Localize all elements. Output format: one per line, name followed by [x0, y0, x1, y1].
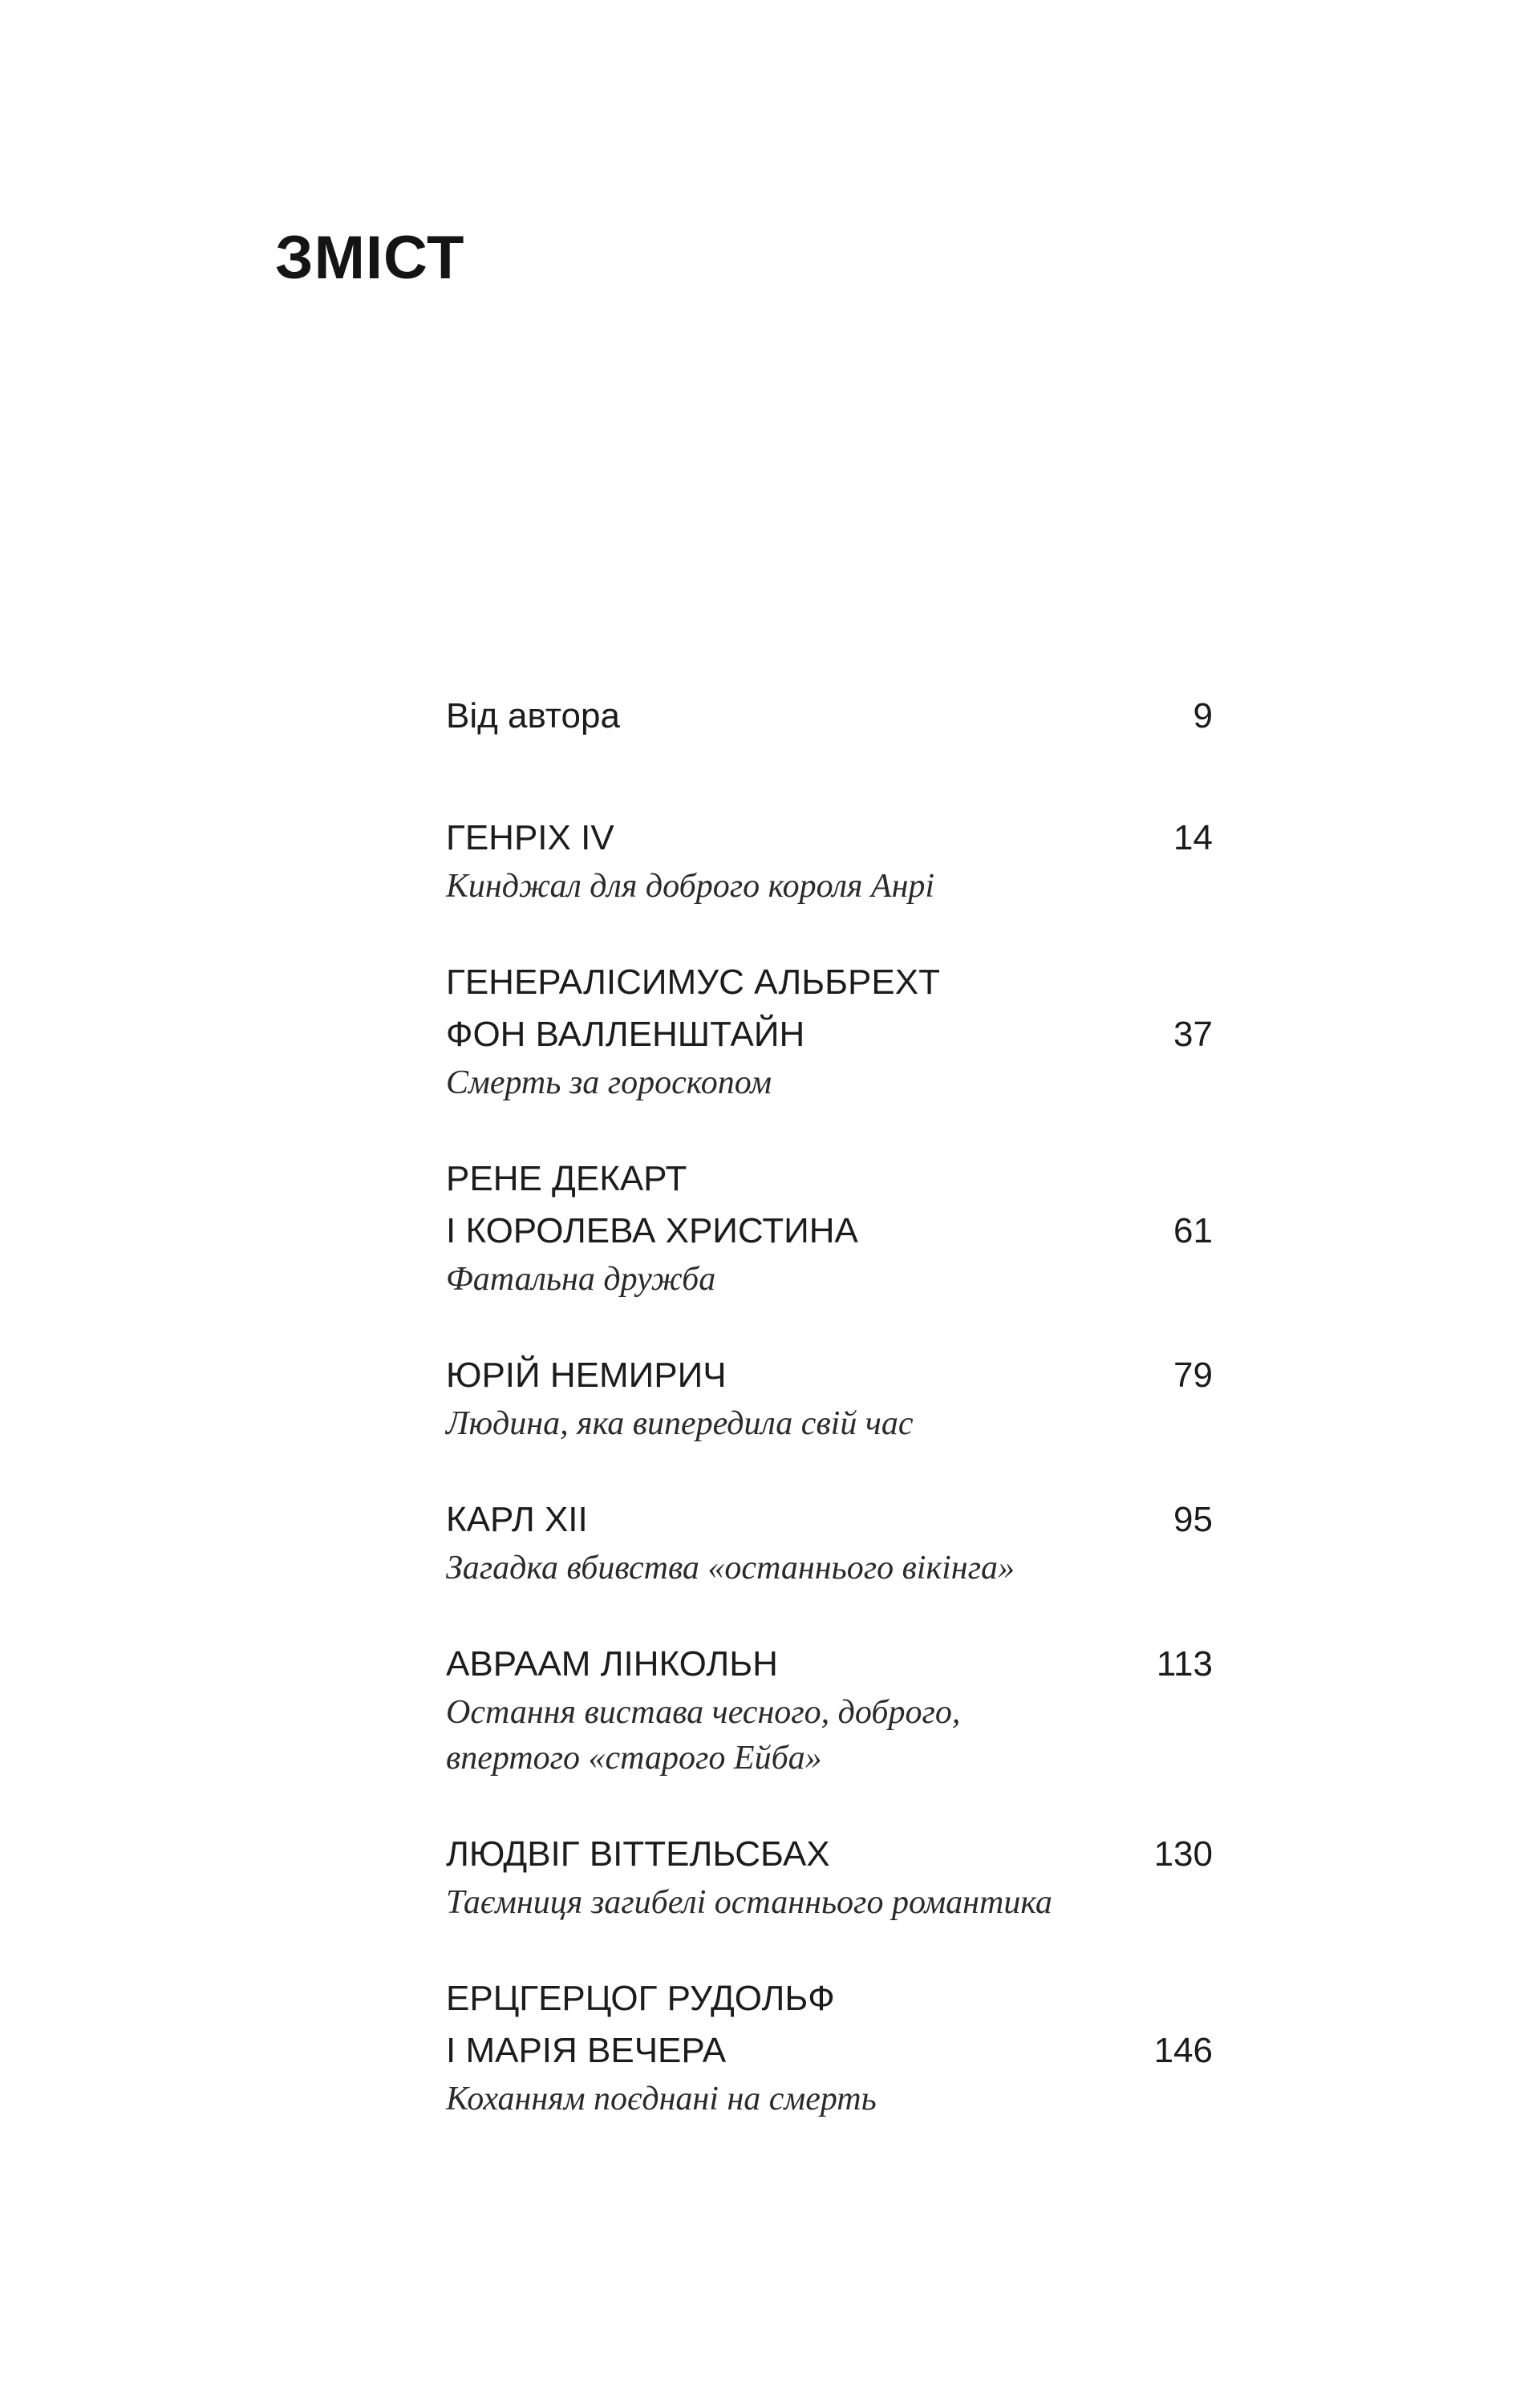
toc-entry-title: ЮРІЙ НЕМИРИЧ	[446, 1356, 727, 1395]
toc-entry-title: ФОН ВАЛЛЕНШТАЙН	[446, 1015, 805, 1054]
toc-entry-title: КАРЛ XII	[446, 1500, 588, 1539]
toc-page-number: 130	[1153, 1834, 1213, 1874]
table-of-contents	[446, 690, 1213, 2122]
toc-entry	[446, 956, 1213, 1106]
toc-entry-subtitle: Таємниця загибелі останнього романтика	[446, 1884, 1052, 1921]
toc-entry-subtitle: Загадка вбивства «останнього вікінга»	[446, 1550, 1015, 1587]
toc-entry-title: ЛЮДВІГ ВІТТЕЛЬСБАХ	[446, 1834, 830, 1874]
toc-entry-title: ГЕНРІХ IV	[446, 818, 614, 857]
toc-page-number: 79	[1173, 1356, 1213, 1395]
toc-page-number: 9	[1193, 696, 1213, 736]
toc-entry	[446, 1493, 1213, 1591]
toc-page-number: 113	[1156, 1644, 1213, 1684]
toc-page-number: 61	[1173, 1211, 1213, 1250]
toc-entry-subtitle: Людина, яка випередила свій час	[446, 1405, 914, 1442]
toc-entry	[446, 1638, 1213, 1781]
toc-entry-title: ГЕНЕРАЛІСИМУС АЛЬБРЕХТ	[446, 962, 940, 1002]
toc-entry-title: ЕРЦГЕРЦОГ РУДОЛЬФ	[446, 1979, 835, 2018]
toc-entry	[446, 1349, 1213, 1447]
toc-entry-title: РЕНЕ ДЕКАРТ	[446, 1159, 687, 1198]
toc-entry-subtitle: Остання вистава чесного, доброго,	[446, 1694, 961, 1731]
toc-entry-subtitle: Фатальна дружба	[446, 1261, 716, 1298]
toc-entry-subtitle: впертого «старого Ейба»	[446, 1740, 822, 1777]
toc-entry	[446, 1972, 1213, 2122]
toc-entry-title: І МАРІЯ ВЕЧЕРА	[446, 2031, 727, 2070]
toc-entry-subtitle: Смерть за гороскопом	[446, 1064, 772, 1101]
toc-page-number: 37	[1173, 1015, 1213, 1054]
toc-page-number: 14	[1173, 818, 1213, 857]
toc-entry	[446, 1153, 1213, 1303]
toc-page-number: 146	[1153, 2031, 1213, 2070]
toc-entry-subtitle: Коханням поєднані на смерть	[446, 2081, 877, 2117]
toc-page-number: 95	[1173, 1500, 1213, 1539]
toc-entry	[446, 812, 1213, 910]
toc-entry-title: АВРААМ ЛІНКОЛЬН	[446, 1644, 778, 1684]
toc-entry-title: І КОРОЛЕВА ХРИСТИНА	[446, 1211, 858, 1250]
page-title: ЗМІСТ	[275, 224, 465, 292]
toc-entry	[446, 1828, 1213, 1926]
toc-entry-subtitle: Кинджал для доброго короля Анрі	[446, 868, 935, 905]
toc-entry-intro	[446, 690, 1213, 742]
toc-entry-title: Від автора	[446, 696, 620, 736]
